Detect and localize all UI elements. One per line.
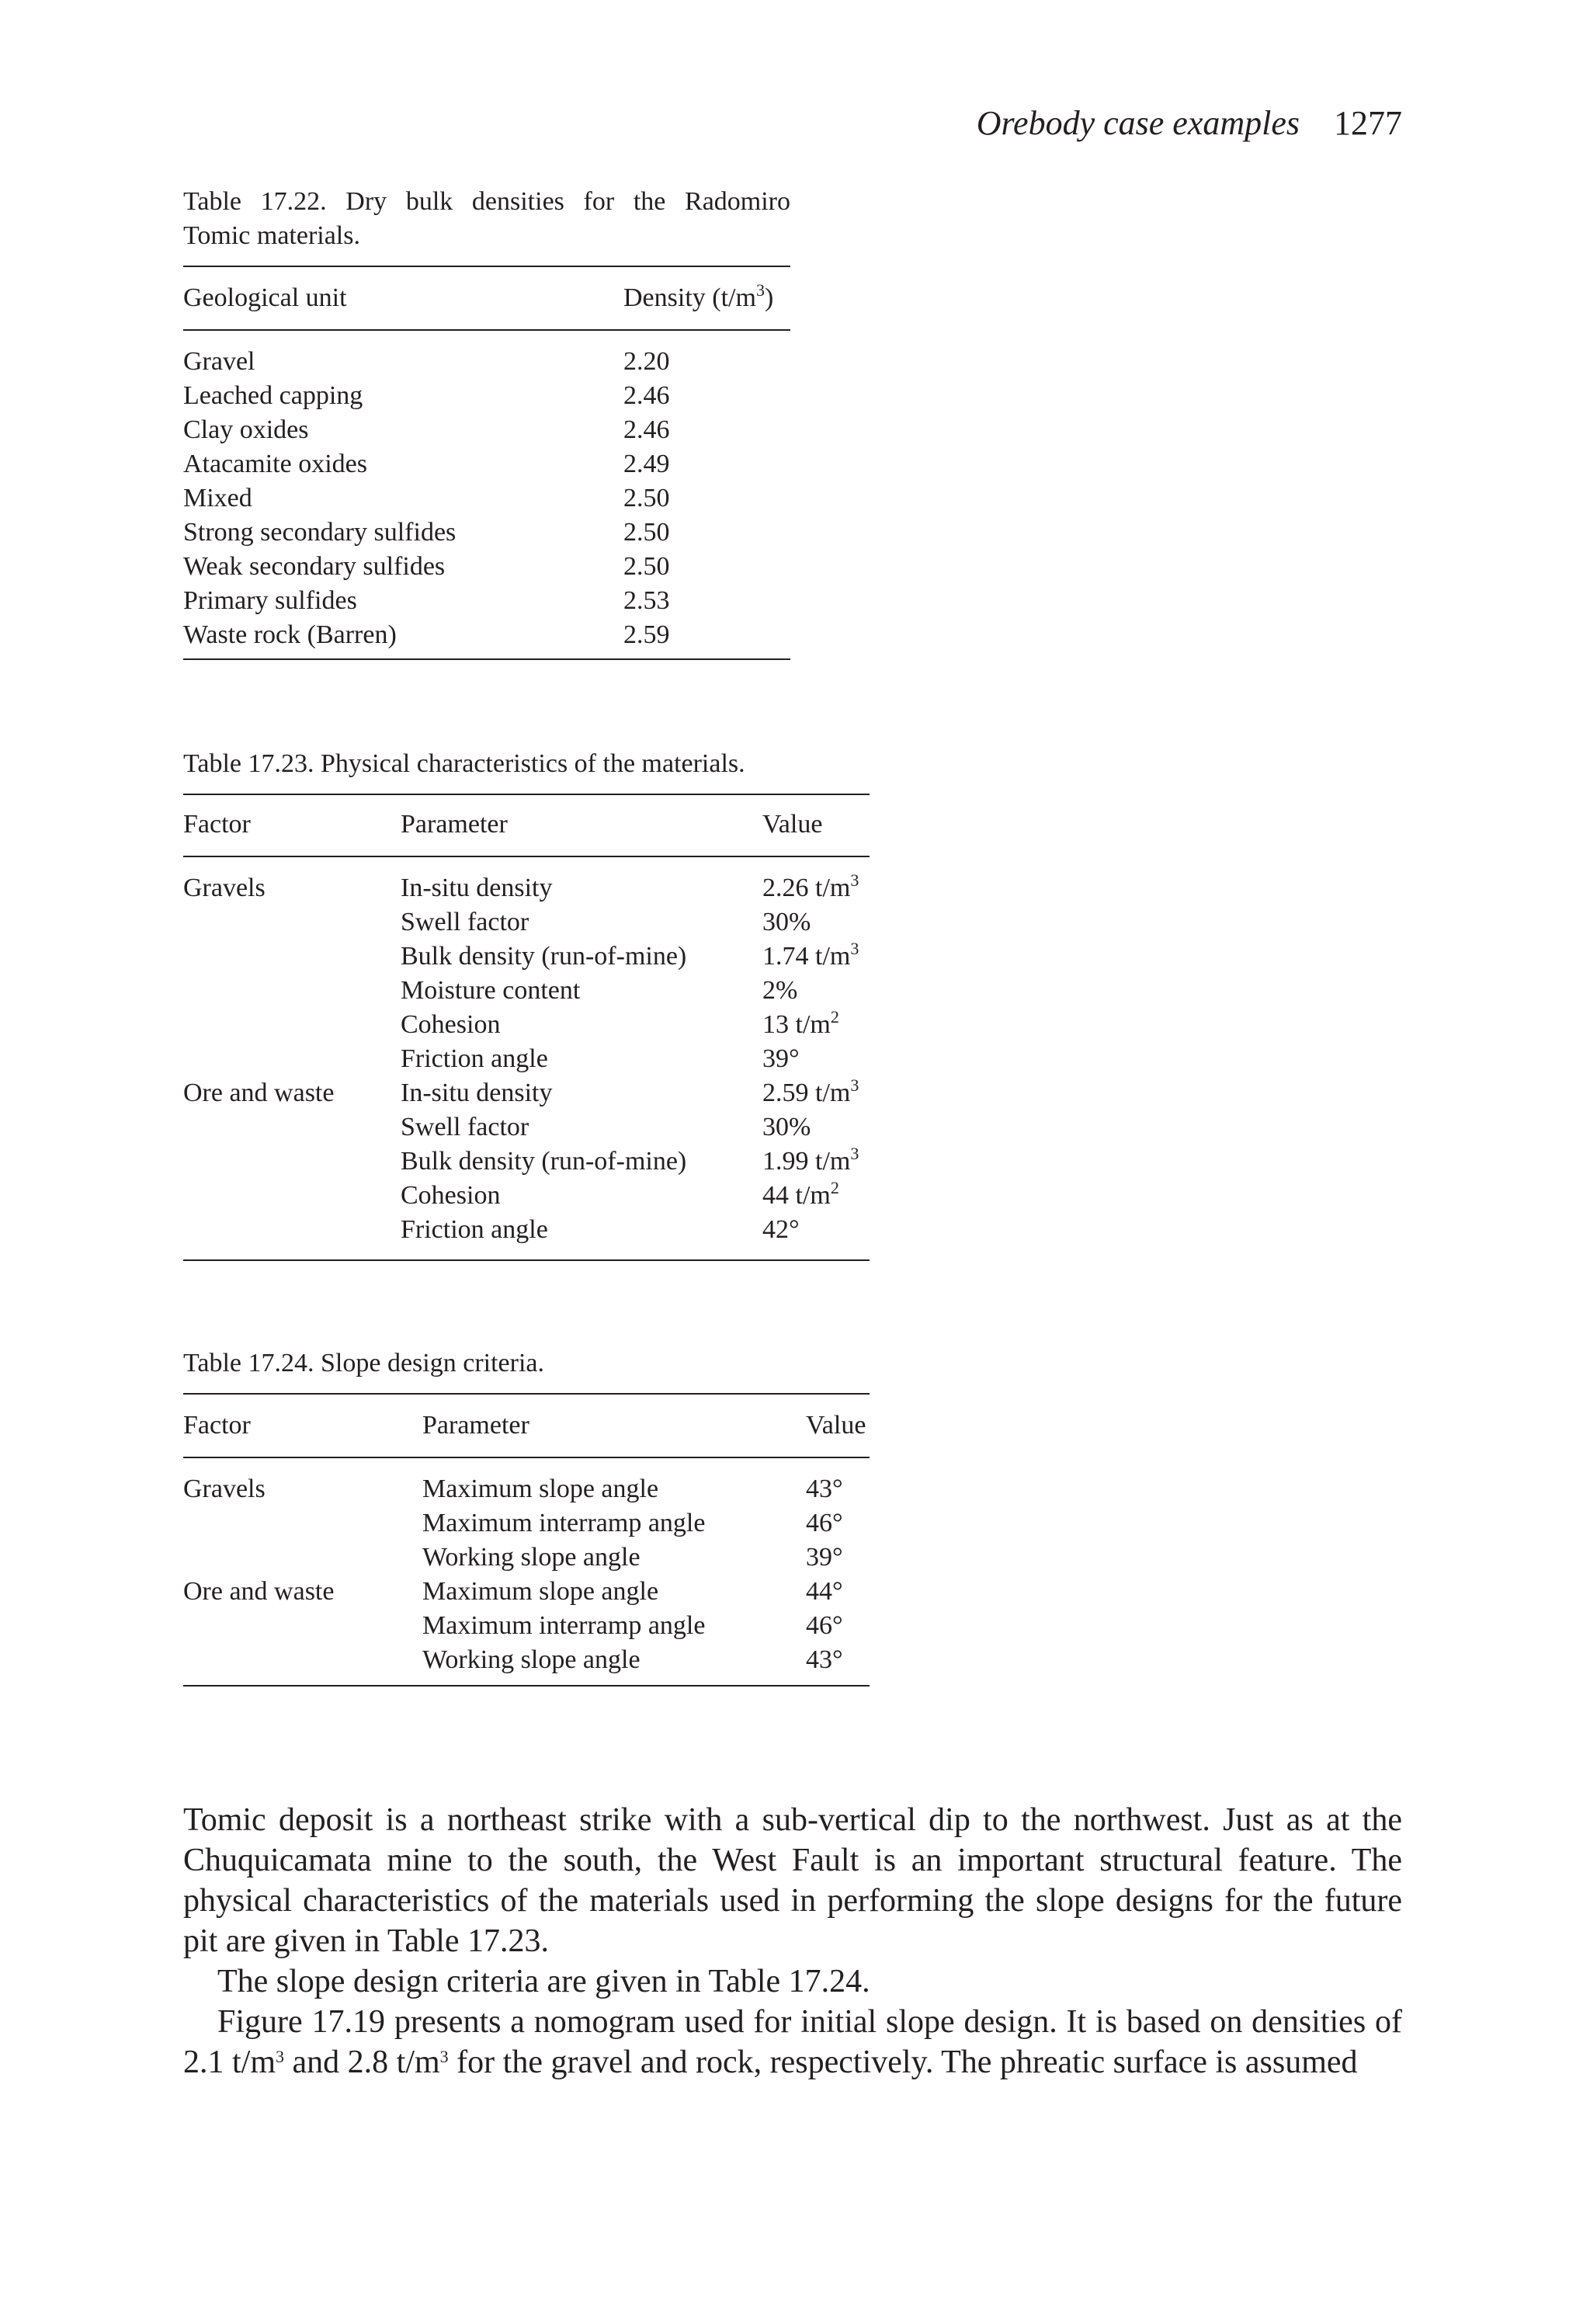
table-23-top-rule bbox=[183, 794, 870, 795]
table-23-value-exponent: 2 bbox=[830, 1178, 839, 1197]
table-23-value-text: 39° bbox=[762, 1044, 800, 1073]
table-22-density-cell: 2.46 bbox=[623, 415, 670, 444]
running-title: Orebody case examples bbox=[976, 104, 1300, 142]
table-23-value-text: 1.74 t/m bbox=[762, 942, 851, 971]
table-23-value-cell bbox=[762, 905, 811, 940]
table-23-value-text: 13 t/m bbox=[762, 1010, 831, 1039]
table-22-density-cell: 2.50 bbox=[623, 552, 670, 581]
table-row bbox=[183, 1575, 870, 1609]
table-23-value-text: 30% bbox=[762, 1113, 811, 1141]
table-24-parameter-cell: Working slope angle bbox=[422, 1543, 641, 1572]
table-23-bottom-rule bbox=[183, 1259, 870, 1261]
table-23-value-text: 2.26 t/m bbox=[762, 874, 851, 902]
table-23-col-parameter: Parameter bbox=[401, 810, 508, 839]
table-23-value-cell bbox=[762, 871, 859, 905]
table-row bbox=[183, 1541, 870, 1575]
table-22-caption bbox=[183, 185, 790, 253]
table-24-parameter-cell: Working slope angle bbox=[422, 1645, 641, 1674]
table-row bbox=[183, 1472, 870, 1506]
table-24-caption: Table 17.24. Slope design criteria. bbox=[183, 1349, 544, 1377]
table-row bbox=[183, 1506, 870, 1541]
table-24-col-value: Value bbox=[806, 1411, 866, 1440]
table-23-value-cell bbox=[762, 1042, 800, 1076]
table-24-value-cell: 39° bbox=[806, 1543, 843, 1572]
table-22-header-rule bbox=[183, 329, 790, 331]
table-24-parameter-cell: Maximum interramp angle bbox=[422, 1611, 706, 1640]
table-22-density-cell: 2.50 bbox=[623, 518, 670, 547]
table-24-header-rule bbox=[183, 1457, 870, 1458]
table-23-parameter-cell: Friction angle bbox=[401, 1044, 548, 1073]
body-paragraph-3: Figure 17.19 presents a nomogram used for initial slope design. It is based on densities of 2.1 $t/m^3$ and 2.8 $t/m^3$ for the gravel and rock, respectively. The phreatic surface is assumed bbox=[183, 2004, 1402, 2080]
table-22-unit-cell: Clay oxides bbox=[183, 415, 309, 444]
table-23-parameter-cell: Friction angle bbox=[401, 1215, 548, 1244]
table-23-col-factor: Factor bbox=[183, 810, 251, 839]
table-24-factor-cell: Ore and waste bbox=[183, 1577, 335, 1606]
body-paragraph-2: The slope design criteria are given in Table 17.24. bbox=[217, 1964, 870, 1999]
table-23-value-cell bbox=[762, 974, 797, 1008]
table-23-caption: Table 17.23. Physical characteristics of the materials. bbox=[183, 749, 745, 778]
table-row bbox=[183, 974, 870, 1008]
table-23-body bbox=[183, 871, 870, 1247]
table-23-col-value: Value bbox=[762, 810, 823, 839]
table-22-density-cell: 2.49 bbox=[623, 450, 670, 478]
table-23-parameter-cell: Bulk density (run-of-mine) bbox=[401, 1147, 687, 1176]
table-row bbox=[183, 618, 790, 652]
table-23-parameter-cell: Cohesion bbox=[401, 1010, 501, 1039]
table-23-value-exponent: 3 bbox=[850, 939, 859, 958]
table-row bbox=[183, 1145, 870, 1179]
table-22-caption-line2: Tomic materials. bbox=[183, 221, 360, 250]
table-22-unit-cell: Waste rock (Barren) bbox=[183, 620, 397, 649]
table-23-value-cell bbox=[762, 1213, 800, 1247]
table-24-parameter-cell: Maximum slope angle bbox=[422, 1577, 659, 1606]
table-23-value-exponent: 3 bbox=[850, 1144, 859, 1163]
table-22-unit-cell: Gravel bbox=[183, 347, 255, 376]
table-23-factor-cell: Gravels bbox=[183, 874, 266, 902]
table-row bbox=[183, 584, 790, 618]
table-23-parameter-cell: Moisture content bbox=[401, 976, 581, 1005]
table-row bbox=[183, 1008, 870, 1042]
table-24-value-cell: 46° bbox=[806, 1611, 843, 1640]
table-row bbox=[183, 345, 790, 379]
table-22-unit-cell: Atacamite oxides bbox=[183, 450, 367, 478]
table-23-value-text: 30% bbox=[762, 908, 811, 936]
table-row bbox=[183, 1643, 870, 1677]
table-23-parameter-cell: Swell factor bbox=[401, 1113, 529, 1141]
table-23-value-text: 2.59 t/m bbox=[762, 1079, 851, 1107]
table-23-parameter-cell: Swell factor bbox=[401, 908, 529, 936]
table-22-density-cell: 2.46 bbox=[623, 381, 670, 410]
table-22-top-rule bbox=[183, 266, 790, 267]
table-row bbox=[183, 379, 790, 413]
table-23-value-cell bbox=[762, 940, 859, 974]
table-row bbox=[183, 481, 790, 516]
table-22-col-density: Density $(t/m^3)$ bbox=[623, 280, 774, 312]
table-24-body bbox=[183, 1472, 870, 1677]
table-23-value-cell bbox=[762, 1076, 859, 1110]
table-row bbox=[183, 871, 870, 905]
table-22-body bbox=[183, 345, 790, 652]
table-24-factor-cell: Gravels bbox=[183, 1475, 266, 1503]
table-22-density-cell: 2.59 bbox=[623, 620, 670, 649]
table-22-density-cell: 2.20 bbox=[623, 347, 670, 376]
table-22-unit-cell: Weak secondary sulfides bbox=[183, 552, 446, 581]
table-23-value-cell bbox=[762, 1145, 859, 1179]
table-22-bottom-rule bbox=[183, 658, 790, 660]
table-23-value-text: 2% bbox=[762, 976, 798, 1005]
table-24-value-cell: 43° bbox=[806, 1645, 843, 1674]
table-24-col-parameter: Parameter bbox=[422, 1411, 529, 1440]
table-23-header bbox=[183, 808, 870, 842]
table-22-header bbox=[183, 281, 790, 315]
table-row bbox=[183, 550, 790, 584]
table-22-density-cell: 2.53 bbox=[623, 586, 670, 615]
table-row bbox=[183, 516, 790, 550]
table-22-unit-cell: Leached capping bbox=[183, 381, 363, 410]
table-22-caption-line1: Table 17.22. Dry bulk densities for the Radomiro bbox=[183, 187, 790, 216]
page-number: 1277 bbox=[1334, 104, 1402, 142]
table-22-unit-cell: Mixed bbox=[183, 484, 252, 512]
table-23-value-exponent: 3 bbox=[850, 870, 859, 890]
table-row bbox=[183, 1179, 870, 1213]
body-text bbox=[183, 1800, 1402, 2083]
table-24-value-cell: 44° bbox=[806, 1577, 843, 1606]
table-23-value-exponent: 2 bbox=[830, 1007, 839, 1027]
table-row bbox=[183, 413, 790, 447]
table-22-density-cell: 2.50 bbox=[623, 484, 670, 512]
table-24-col-factor: Factor bbox=[183, 1411, 251, 1440]
table-22-col-unit: Geological unit bbox=[183, 283, 347, 312]
table-22-unit-cell: Primary sulfides bbox=[183, 586, 357, 615]
table-row bbox=[183, 940, 870, 974]
table-24-value-cell: 43° bbox=[806, 1475, 843, 1503]
table-row bbox=[183, 1076, 870, 1110]
table-row bbox=[183, 447, 790, 481]
running-header bbox=[963, 104, 1402, 143]
table-row bbox=[183, 1110, 870, 1145]
body-paragraph-1: Tomic deposit is a northeast strike with a sub-vertical dip to the northwest. Just as at the Chuquicamata mine to the south, the West Fault is an important structural feature. The physical characteristics of the materials used in performing the slope designs for the future pit are given in Table 17.23. bbox=[183, 1802, 1402, 1959]
table-23-parameter-cell: In-situ density bbox=[401, 874, 553, 902]
table-23-parameter-cell: Bulk density (run-of-mine) bbox=[401, 942, 687, 971]
table-24-parameter-cell: Maximum slope angle bbox=[422, 1475, 659, 1503]
table-22-unit-cell: Strong secondary sulfides bbox=[183, 518, 457, 547]
table-row bbox=[183, 1609, 870, 1643]
table-row bbox=[183, 1042, 870, 1076]
table-23-value-cell bbox=[762, 1008, 839, 1042]
table-23-value-exponent: 3 bbox=[850, 1075, 859, 1095]
table-24-bottom-rule bbox=[183, 1685, 870, 1687]
table-24-top-rule bbox=[183, 1393, 870, 1395]
table-23-parameter-cell: Cohesion bbox=[401, 1181, 501, 1210]
table-23-value-cell bbox=[762, 1110, 811, 1145]
table-23-parameter-cell: In-situ density bbox=[401, 1079, 553, 1107]
table-row bbox=[183, 1213, 870, 1247]
table-23-value-text: 44 t/m bbox=[762, 1181, 831, 1210]
table-row bbox=[183, 905, 870, 940]
table-23-value-text: 42° bbox=[762, 1215, 800, 1244]
table-24-value-cell: 46° bbox=[806, 1509, 843, 1537]
table-23-factor-cell: Ore and waste bbox=[183, 1079, 335, 1107]
table-24-parameter-cell: Maximum interramp angle bbox=[422, 1509, 706, 1537]
table-23-header-rule bbox=[183, 856, 870, 857]
table-24-header bbox=[183, 1409, 870, 1443]
table-23-value-text: 1.99 t/m bbox=[762, 1147, 851, 1176]
table-23-value-cell bbox=[762, 1179, 839, 1213]
